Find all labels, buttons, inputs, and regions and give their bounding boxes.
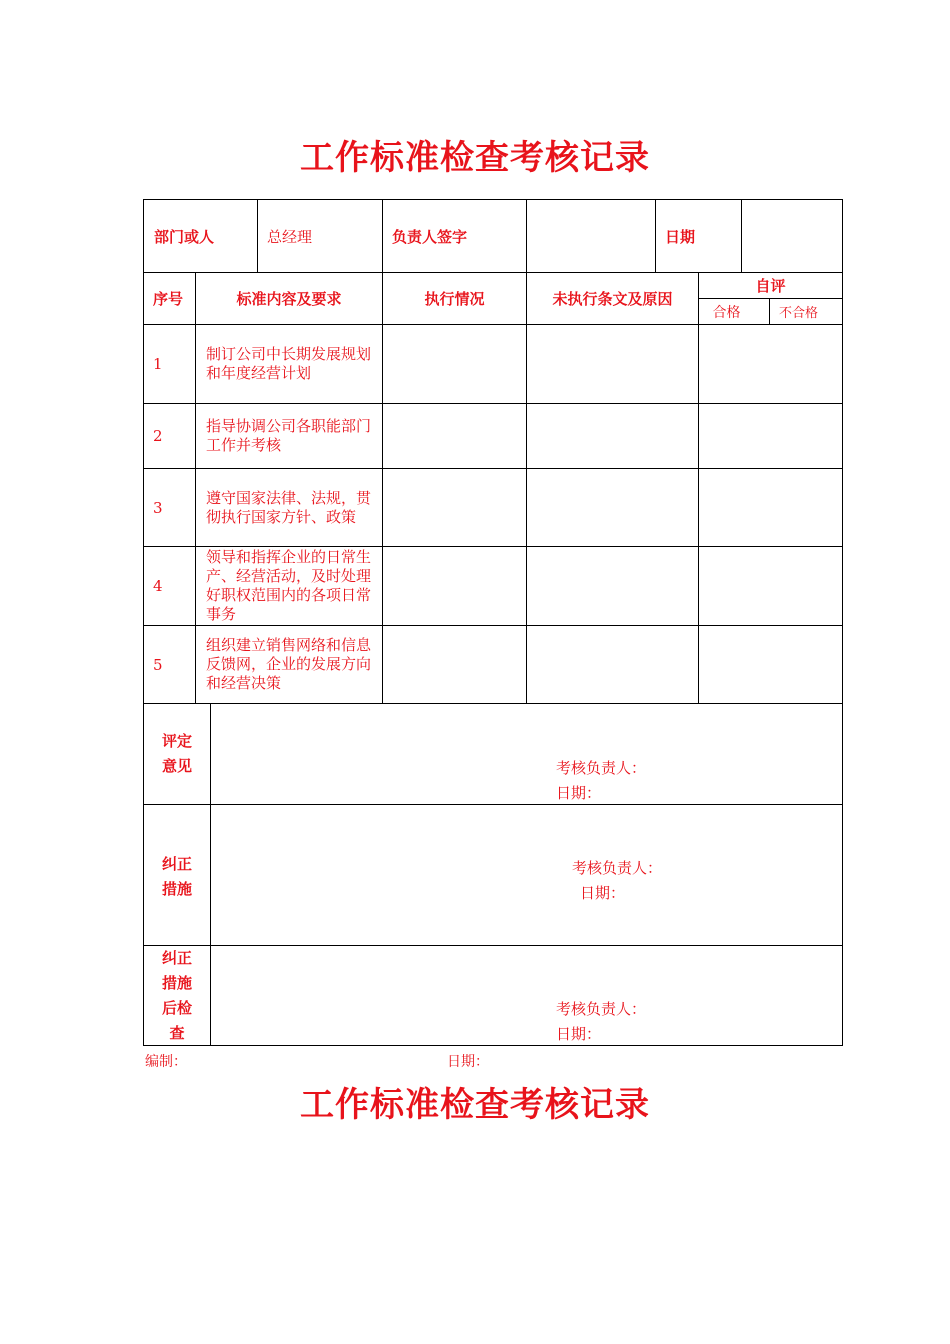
- col-header-execution: 执行情况: [424, 290, 485, 308]
- col-header-self-eval: 自评: [755, 277, 786, 295]
- row-content: 组织建立销售网络和信息反馈网，企业的发展方向和经营决策: [206, 636, 372, 692]
- section-correction-reviewer: 考核负责人：: [572, 859, 663, 877]
- col-header-pass: 合格: [712, 304, 741, 321]
- section-label-correction: 纠正 措施: [161, 855, 192, 898]
- row-content: 遵守国家法律、法规，贯彻执行国家方针、政策: [206, 488, 372, 526]
- footer-compiler: 编制：: [145, 1054, 187, 1070]
- col-header-unexecuted: 未执行条文及原因: [552, 290, 673, 308]
- row-number: 3: [153, 498, 163, 517]
- page-title-repeat: 工作标准检查考核记录: [300, 1085, 650, 1125]
- row-content: 制订公司中长期发展规划和年度经营计划: [206, 345, 372, 382]
- section-label-post-check: 纠正 措施 后检 查: [161, 948, 192, 1042]
- col-header-no: 序号: [153, 290, 184, 308]
- row-content: 指导协调公司各职能部门工作并考核: [206, 417, 372, 454]
- footer-date: 日期：: [447, 1054, 489, 1070]
- page-title: 工作标准检查考核记录: [300, 138, 650, 178]
- signer-label: 负责人签字: [392, 227, 468, 246]
- signer-field[interactable]: [527, 200, 655, 272]
- dept-value[interactable]: 总经理: [267, 227, 313, 246]
- col-header-content: 标准内容及要求: [236, 290, 342, 308]
- section-correction-date: 日期：: [580, 884, 626, 902]
- section-evaluation-date: 日期：: [556, 784, 602, 802]
- row-number: 1: [153, 355, 163, 373]
- row-number: 4: [153, 577, 163, 595]
- date-field[interactable]: [742, 200, 842, 272]
- row-number: 5: [153, 655, 163, 674]
- date-label: 日期: [665, 227, 696, 246]
- row-number: 2: [153, 427, 163, 445]
- row-content: 领导和指挥企业的日常生产、经营活动，及时处理好职权范围内的各项日常事务: [206, 548, 372, 623]
- section-evaluation-reviewer: 考核负责人：: [556, 759, 647, 777]
- col-header-fail: 不合格: [778, 306, 818, 321]
- dept-label: 部门或人: [154, 227, 215, 246]
- section-post-check-reviewer: 考核负责人：: [556, 1000, 647, 1018]
- section-post-check-date: 日期：: [556, 1025, 602, 1043]
- section-label-evaluation: 评定 意见: [161, 732, 192, 775]
